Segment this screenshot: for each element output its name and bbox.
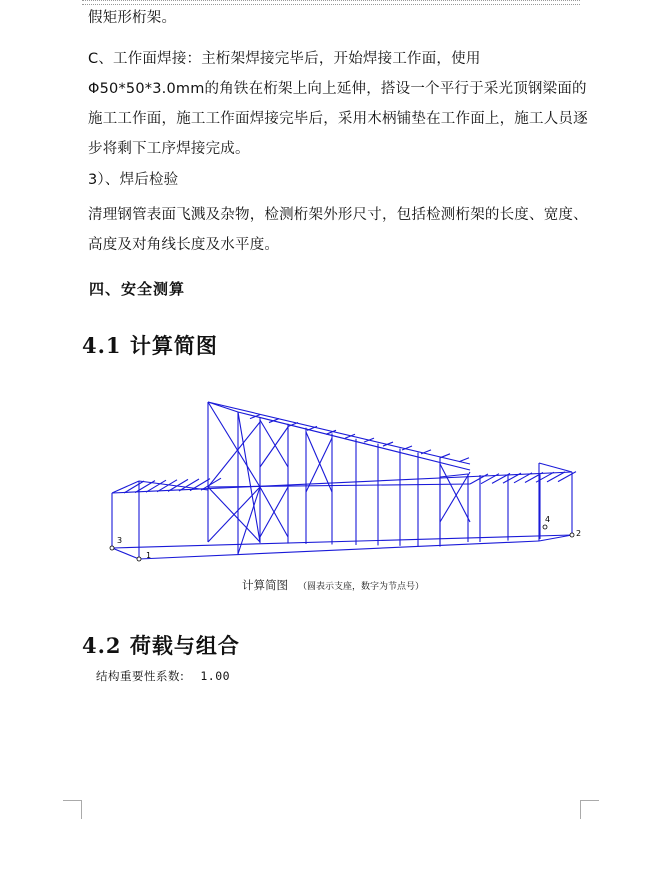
importance-factor-value: 1.00 bbox=[200, 669, 231, 683]
importance-factor-label: 结构重要性系数: bbox=[96, 669, 185, 683]
paragraph-post-weld-inspection: 清理钢管表面飞溅及杂物，检测桁架外形尺寸，包括检测桁架的长度、宽度、高度及对角线长度及水平度。 bbox=[88, 207, 588, 253]
figure-caption-note: （圆表示支座，数字为节点号） bbox=[297, 582, 424, 592]
support-circle bbox=[110, 546, 114, 550]
paragraph-continuation: 假矩形桁架。 bbox=[88, 10, 177, 26]
truss-member bbox=[440, 464, 470, 522]
truss-member bbox=[208, 484, 470, 487]
node-label-4: 4 bbox=[545, 515, 551, 524]
truss-member bbox=[260, 420, 288, 467]
truss-member bbox=[470, 474, 488, 484]
truss-member bbox=[112, 535, 572, 548]
truss-member bbox=[440, 454, 450, 458]
node-label-1: 1 bbox=[146, 551, 152, 560]
truss-diagram bbox=[100, 392, 590, 567]
node-label-3: 3 bbox=[117, 536, 123, 545]
node-label-2: 2 bbox=[576, 529, 582, 538]
heading-calc-diagram: 4.1 计算简图 bbox=[82, 333, 218, 358]
truss-member bbox=[139, 541, 539, 559]
section-heading-safety: 四、安全测算 bbox=[89, 280, 186, 298]
truss-member bbox=[440, 472, 470, 522]
page-corner-mark-left bbox=[63, 800, 82, 819]
truss-member bbox=[208, 402, 238, 412]
importance-factor-row bbox=[96, 668, 230, 684]
page-corner-mark-right bbox=[580, 800, 599, 819]
truss-member bbox=[459, 458, 469, 462]
paragraph-post-weld-heading: 3）、焊后检验 bbox=[88, 172, 179, 188]
truss-member bbox=[208, 422, 260, 487]
truss-member bbox=[112, 548, 139, 559]
heading-loads-combination: 4.2 荷载与组合 bbox=[82, 633, 240, 658]
support-circle bbox=[543, 525, 547, 529]
support-circle bbox=[570, 533, 574, 537]
truss-member bbox=[558, 472, 576, 482]
truss-member bbox=[208, 402, 260, 487]
figure-caption bbox=[0, 574, 666, 593]
support-circle bbox=[137, 557, 141, 561]
truss-member bbox=[208, 402, 470, 464]
paragraph-work-surface-welding: C、工作面焊接：主桁架焊接完毕后，开始焊接工作面，使用Φ50*50*3.0mm的角铁在桁架上向上延伸，搭设一个平行于采光顶钢梁面的施工工作面，施工工作面焊接完毕后，采用木柄铺垫在工作面上，施工人员逐步将剩下工序焊接完成。 bbox=[88, 51, 588, 157]
figure-caption-title: 计算简图 bbox=[241, 578, 288, 592]
truss-member bbox=[539, 463, 572, 472]
